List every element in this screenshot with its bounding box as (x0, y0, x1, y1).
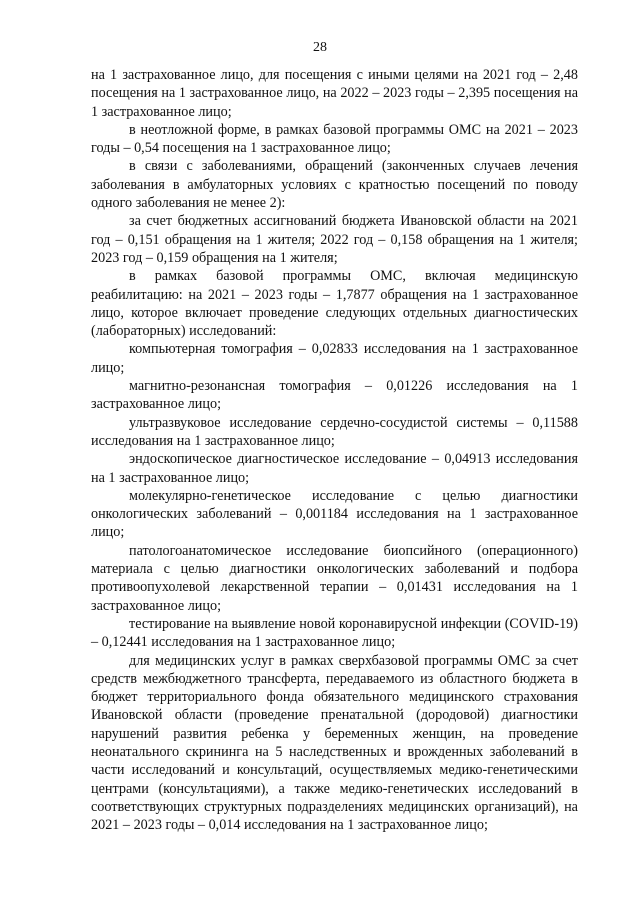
paragraph-11: патологоанатомическое исследование биопсийного (операционного) материала с целью диагностики онкологических заболеваний и подбора противоопухолевой лекарственной терапии – 0,01431 исследования на 1 застрахованное лицо; (91, 542, 578, 614)
paragraph-13: для медицинских услуг в рамках сверхбазовой программы ОМС за счет средств межбюджетного трансферта, передаваемого из областного бюджета в бюджет территориального фонда обязательного медицинского страхования Ивановской области (проведение пренатальной (дородовой) диагностики нарушений развития ребенка у беременных женщин, на проведение неонатального скрининга на 5 наследственных и врожденных заболеваний в части исследований и консультаций, осуществляемых медико-генетическими центрами (консультациями), а также медико-генетических исследований в соответствующих структурных подразделениях медицинских организаций), на 2021 – 2023 годы – 0,014 исследования на 1 застрахованное лицо; (91, 652, 578, 834)
paragraph-1: на 1 застрахованное лицо, для посещения с иными целями на 2021 год – 2,48 посещения на 1 застрахованное лицо, на 2022 – 2023 годы – 2,395 посещения на 1 застрахованное лицо; (91, 67, 578, 120)
document-body (91, 66, 578, 834)
paragraph-5: в рамках базовой программы ОМС, включая медицинскую реабилитацию: на 2021 – 2023 годы – 1,7877 обращения на 1 застрахованное лицо, которое включает проведение следующих отдельных диагностических (лабораторных) исследований: (91, 268, 578, 340)
paragraph-3: в связи с заболеваниями, обращений (законченных случаев лечения заболевания в амбулаторных условиях с кратностью посещений по поводу одного заболевания не менее 2): (91, 158, 578, 212)
paragraph-6: компьютерная томография – 0,02833 исследования на 1 застрахованное лицо; (91, 341, 578, 376)
page-number: 28 (313, 40, 327, 55)
paragraph-2: в неотложной форме, в рамках базовой программы ОМС на 2021 – 2023 годы – 0,54 посещения на 1 застрахованное лицо; (91, 121, 578, 157)
paragraph-4: за счет бюджетных ассигнований бюджета Ивановской области на 2021 год – 0,151 обращения на 1 жителя; 2022 год – 0,158 обращения на 1 жителя; 2023 год – 0,159 обращения на 1 жителя; (91, 213, 578, 266)
paragraph-10: молекулярно-генетическое исследование с целью диагностики онкологических заболеваний – 0,001184 исследования на 1 застрахованное лицо; (91, 487, 578, 541)
paragraph-7: магнитно-резонансная томография – 0,01226 исследования на 1 застрахованное лицо; (91, 378, 578, 413)
paragraph-12: тестирование на выявление новой коронавирусной инфекции (COVID-19) – 0,12441 исследования на 1 застрахованное лицо; (91, 615, 578, 651)
paragraph-9: эндоскопическое диагностическое исследование – 0,04913 исследования на 1 застрахованное лицо; (91, 451, 578, 486)
paragraph-8: ультразвуковое исследование сердечно-сосудистой системы – 0,11588 исследования на 1 застрахованное лицо; (91, 414, 578, 449)
